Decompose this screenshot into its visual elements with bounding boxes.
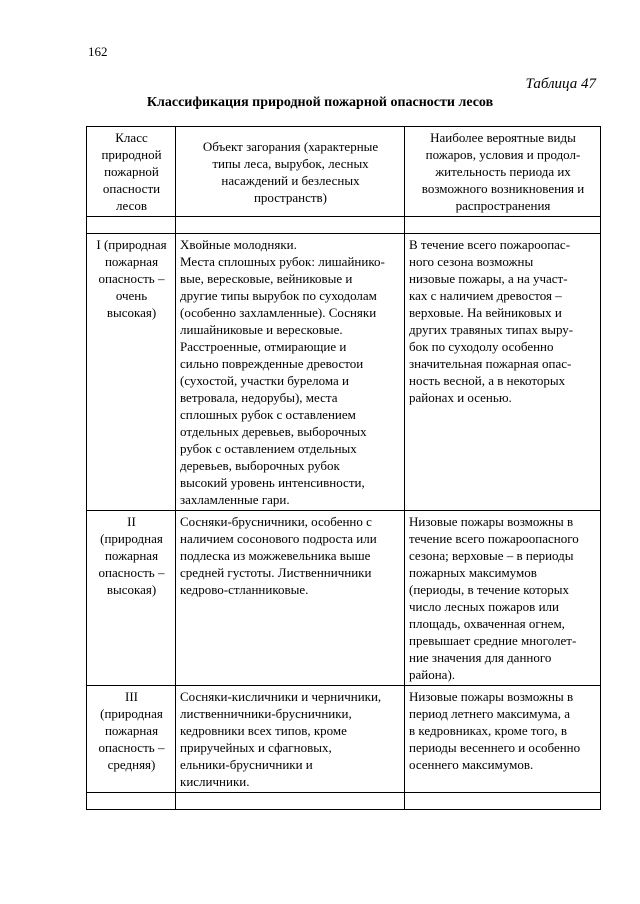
cell-text-line: кедрово-стланниковые. [180, 582, 309, 597]
spacer-cell [87, 793, 176, 810]
class-cell [87, 234, 176, 511]
cell-text-line: сильно поврежденные древостои [180, 356, 364, 371]
cell-text-line: пожарная [104, 723, 159, 738]
cell-text-line: деревьев, выборочных рубок [180, 458, 340, 473]
cell-text-line: опасность – [98, 740, 165, 755]
cell-text-line: пожарной [104, 164, 159, 179]
cell-text-line: рубок с оставлением отдельных [180, 441, 357, 456]
cell-text-line: лиственничники-брусничники, [180, 706, 352, 721]
fire-cell [405, 234, 601, 511]
cell-text-line: Объект загорания (характерные [202, 138, 379, 154]
cell-text-line: отдельных деревьев, выборочных [180, 424, 367, 439]
cell-text-line: возможного возникновения и [421, 181, 585, 196]
cell-text-line: пространств) [253, 189, 328, 205]
cell-text-line: ность весной, а в некоторых [409, 373, 566, 388]
cell-text-line: насаждений и безлесных [221, 172, 360, 188]
cell-text-line: Сосняки-кисличники и черничники, [180, 689, 382, 704]
spacer-cell [405, 793, 601, 810]
object-cell [176, 511, 405, 686]
spacer-cell [405, 217, 601, 234]
spacer-cell [176, 793, 405, 810]
cell-text-line: низовые пожары, а на участ- [409, 271, 568, 286]
cell-text-line: опасности [102, 181, 161, 196]
cell-text-line: опасность – [98, 271, 165, 286]
cell-text-line: очень [115, 288, 148, 303]
object-cell [176, 234, 405, 511]
cell-text-line: Наиболее вероятные виды [430, 130, 576, 145]
cell-text-line: приручейных и сфагновых, [180, 740, 332, 755]
cell-text-line: ние значения для данного [409, 650, 552, 665]
cell-text-line: (сухостой, участки бурелома и [180, 373, 350, 388]
cell-text-line: (природная [100, 531, 163, 546]
cell-text-line: ках с наличием древостоя – [409, 288, 562, 303]
cell-text-line: района). [409, 667, 456, 682]
cell-text-line: периоды весеннего и особенно [409, 740, 581, 755]
cell-text-line: лишайниковые и вересковые. [180, 322, 343, 337]
cell-text-line: пожарная [104, 254, 159, 269]
cell-text-line: природной [101, 147, 162, 162]
cell-text-line: ельники-брусничники и [180, 757, 313, 772]
cell-text-line: других травяных типах выру- [409, 322, 574, 337]
cell-text-line: верховые. На вейниковых и [409, 305, 562, 320]
cell-text-line: сезона; верховые – в периоды [409, 548, 574, 563]
cell-text-line: наличием сосонового подроста или [180, 531, 377, 546]
header-cell-class [87, 127, 176, 217]
class-cell [87, 511, 176, 686]
cell-text-line: типы леса, вырубок, лесных [212, 155, 369, 171]
cell-text-line: сплошных рубок с оставлением [180, 407, 356, 422]
cell-text-line: пожарных максимумов [409, 565, 537, 580]
cell-text-line: лесов [116, 198, 147, 213]
table-row [87, 234, 601, 511]
table-spacer-row [87, 793, 601, 810]
cell-text-line: другие типы вырубок по суходолам [180, 288, 377, 303]
cell-text-line: Сосняки-брусничники, особенно с [180, 514, 372, 529]
cell-text-line: высокая) [106, 305, 157, 320]
table-row [87, 686, 601, 793]
cell-text-line: Места сплошных рубок: лишайнико- [180, 254, 385, 269]
fire-cell [405, 511, 601, 686]
table-title: Классификация природной пожарной опасности лесов [146, 95, 494, 110]
cell-text-line: средней густоты. Лиственничники [180, 565, 372, 580]
cell-text-line: течение всего пожароопасного [409, 531, 579, 546]
cell-text-line: Низовые пожары возможны в [409, 514, 574, 529]
cell-text-line: кедровники всех типов, кроме [180, 723, 347, 738]
cell-text-line: Класс [115, 130, 148, 145]
cell-text-line: захламленные гари. [180, 492, 290, 507]
table-header-row [87, 127, 601, 217]
cell-text-line: подлеска из можжевельника выше [180, 548, 371, 563]
cell-text-line: распространения [455, 198, 551, 213]
class-cell [87, 686, 176, 793]
cell-text-line: III [125, 689, 138, 704]
table-label: Таблица 47 [525, 76, 596, 92]
cell-text-line: превышает средние многолет- [409, 633, 577, 648]
cell-text-line: Расстроенные, отмирающие и [180, 339, 347, 354]
spacer-cell [176, 217, 405, 234]
cell-text-line: в кедровниках, кроме того, в [409, 723, 568, 738]
cell-text-line: жительность периода их [435, 164, 571, 179]
fire-danger-table [86, 126, 601, 810]
cell-text-line: (особенно захламленные). Сосняки [180, 305, 377, 320]
cell-text-line: I (природная [96, 237, 167, 252]
cell-text-line: пожаров, условия и продол- [425, 147, 581, 162]
cell-text-line: В течение всего пожароопас- [409, 237, 571, 252]
cell-text-line: осеннего максимумов. [409, 757, 534, 772]
cell-text-line: бок по суходолу особенно [409, 339, 554, 354]
cell-text-line: период летнего максимума, а [409, 706, 570, 721]
page-number: 162 [88, 44, 108, 59]
cell-text-line: средняя) [107, 757, 156, 772]
cell-text-line: ветровала, недорубы), места [180, 390, 338, 405]
spacer-cell [87, 217, 176, 234]
cell-text-line: значительная пожарная опас- [409, 356, 572, 371]
cell-text-line: высокий уровень интенсивности, [180, 475, 365, 490]
cell-text-line: (природная [100, 706, 163, 721]
cell-text-line: (периоды, в течение которых [409, 582, 569, 597]
cell-text-line: ного сезона возможны [409, 254, 534, 269]
header-cell-object [176, 127, 405, 217]
object-cell [176, 686, 405, 793]
cell-text-line: Хвойные молодняки. [180, 237, 297, 252]
cell-text-line: опасность – [98, 565, 165, 580]
table-row [87, 511, 601, 686]
cell-text-line: Низовые пожары возможны в [409, 689, 574, 704]
cell-text-line: районах и осенью. [409, 390, 512, 405]
table-spacer-row [87, 217, 601, 234]
cell-text-line: число лесных пожаров или [409, 599, 559, 614]
cell-text-line: пожарная [104, 548, 159, 563]
header-cell-fire-types [405, 127, 601, 217]
cell-text-line: площадь, охваченная огнем, [409, 616, 565, 631]
cell-text-line: кисличники. [180, 774, 250, 789]
cell-text-line: II [127, 514, 136, 529]
cell-text-line: вые, вересковые, вейниковые и [180, 271, 353, 286]
cell-text-line: высокая) [106, 582, 157, 597]
fire-cell [405, 686, 601, 793]
